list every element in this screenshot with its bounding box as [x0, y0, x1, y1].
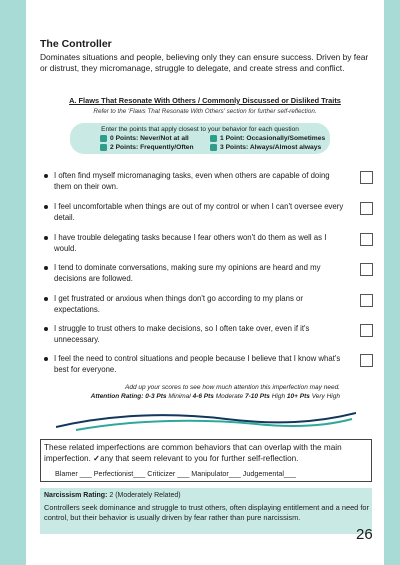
page-title: The Controller [40, 38, 112, 50]
rating-pts: 7-10 Pts [244, 393, 270, 400]
legend-item-1 [210, 135, 325, 142]
legend-label: 1 Point: Occasionally/Sometimes [220, 135, 326, 142]
legend-swatch-icon [210, 144, 217, 151]
rating-pts: 0-3 Pts [145, 393, 167, 400]
question-text: I have trouble delegating tasks because I fear others won't do them as well as I would. [54, 233, 327, 254]
related-imperfections-box [40, 439, 372, 482]
attention-rating [26, 393, 340, 400]
rating-pts: 4-6 Pts [192, 393, 214, 400]
narcissism-value: 2 (Moderately Related) [109, 492, 181, 499]
rating-pts: 10+ Pts [286, 393, 310, 400]
legend-item-3 [210, 144, 321, 151]
section-a-refer: Refer to the 'Flaws That Resonate With Others' section for further self-reflection. [93, 108, 317, 115]
bullet-icon [44, 327, 48, 331]
rating-level: Moderate [215, 393, 244, 400]
add-up-note: Add up your scores to see how much attention this imperfection may need. [125, 384, 340, 391]
score-checkbox[interactable] [360, 263, 373, 276]
section-a-heading: A. Flaws That Resonate With Others / Commonly Discussed or Disliked Traits [69, 96, 341, 105]
question-text: I struggle to trust others to make decisions, so I often take over, even if it's unnecessary. [54, 324, 310, 345]
related-text-before: These related imperfections are common behaviors that can overlap with the main imperfection. [44, 443, 342, 463]
rating-level: High [271, 393, 286, 400]
score-checkbox[interactable] [360, 354, 373, 367]
bullet-icon [44, 266, 48, 270]
narcissism-text: Controllers seek dominance and struggle to trust others, often displaying entitlement and a need for control, but their behavior is usually driven by fear rather than pure narcissism. [44, 503, 369, 523]
rating-level: Very High [311, 393, 340, 400]
legend-label: 0 Points: Never/Not at all [110, 135, 189, 142]
related-list[interactable]: Blamer ___ Perfectionist___ Criticizer ___ Manipulator___ Judgemental___ [55, 469, 296, 478]
legend-label: 3 Points: Always/Almost always [220, 144, 322, 151]
description: Dominates situations and people, believing only they can ensure success. Driven by fear or distrust, they micromanage, struggle to delegate, and create stress and conflict. [40, 52, 369, 74]
narcissism-box [40, 488, 372, 534]
points-legend [70, 123, 330, 154]
rating-level: Minimal [168, 393, 191, 400]
question-text: I feel the need to control situations and people because I believe that I know what's best for everyone. [54, 354, 341, 375]
score-checkbox[interactable] [360, 171, 373, 184]
checkmark-icon: ✓ [93, 453, 101, 463]
legend-intro: Enter the points that apply closest to your behavior for each question [101, 126, 299, 133]
related-text [44, 443, 370, 464]
question-text: I get frustrated or anxious when things don't go according to my plans or expectations. [54, 294, 303, 315]
score-checkbox[interactable] [360, 294, 373, 307]
legend-swatch-icon [100, 144, 107, 151]
bullet-icon [44, 236, 48, 240]
legend-item-2 [100, 144, 194, 151]
page-number: 26 [356, 526, 373, 543]
legend-item-0 [100, 135, 189, 142]
legend-swatch-icon [210, 135, 217, 142]
narcissism-label: Narcissism Rating: [44, 492, 108, 499]
legend-swatch-icon [100, 135, 107, 142]
score-checkbox[interactable] [360, 233, 373, 246]
narcissism-rating [44, 492, 181, 499]
question-text: I often find myself micromanaging tasks, even when others are capable of doing them on their own. [54, 171, 330, 192]
worksheet-page [26, 0, 384, 565]
related-text-after: any that seem relevant to you for further self-reflection. [100, 453, 299, 463]
bullet-icon [44, 174, 48, 178]
question-text: I tend to dominate conversations, making sure my opinions are heard and my decisions are followed. [54, 263, 321, 284]
rating-label: Attention Rating: [90, 393, 144, 400]
wave-divider-icon [56, 407, 356, 433]
legend-label: 2 Points: Frequently/Often [110, 144, 194, 151]
bullet-icon [44, 357, 48, 361]
question-text: I feel uncomfortable when things are out of my control or when I can't oversee every detail. [54, 202, 344, 223]
bullet-icon [44, 205, 48, 209]
score-checkbox[interactable] [360, 202, 373, 215]
score-checkbox[interactable] [360, 324, 373, 337]
bullet-icon [44, 297, 48, 301]
